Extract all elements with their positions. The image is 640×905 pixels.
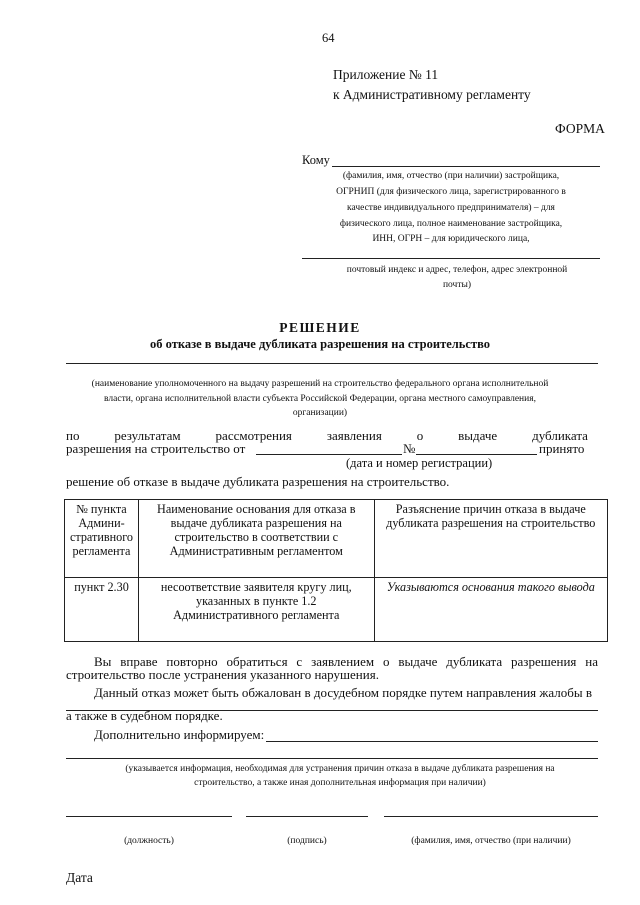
position-input-line[interactable] <box>66 816 232 817</box>
permit-date-input[interactable] <box>256 454 402 455</box>
body-word: заявления <box>326 428 382 443</box>
recipient-hint-2: ОГРНИП (для физического лица, зарегистрированного в <box>336 187 566 197</box>
body-word: дубликата <box>532 428 588 443</box>
page-number: 64 <box>322 31 335 45</box>
form-label: ФОРМА <box>555 121 605 136</box>
header-point: № пункта Админи-стративного регламента <box>65 500 139 578</box>
authority-hint-1: (наименование уполномоченного на выдачу разрешений на строительство федерального органа исполнительной <box>91 379 549 389</box>
additional-info-input-2[interactable] <box>66 758 598 759</box>
date-label: Дата <box>66 870 93 885</box>
recipient-hint-4: физического лица, полное наименование застройщика, <box>339 219 563 229</box>
signature-input-line[interactable] <box>246 816 368 817</box>
permit-date-prefix: разрешения на строительство от <box>66 441 246 456</box>
additional-hint-2: строительство, а также иная дополнительная информация при наличии) <box>194 778 486 788</box>
appendix-title: Приложение № 11 <box>333 67 439 82</box>
recipient-label: Кому <box>302 153 330 167</box>
cell-reason: несоответствие заявителя кругу лиц, указанных в пункте 1.2 Административного регламента <box>138 578 374 642</box>
reapply-paragraph-line-2: строительство после устранения указанного нарушения. <box>66 667 379 682</box>
header-explanation: Разъяснение причин отказа в выдаче дубликата разрешения на строительство <box>374 500 607 578</box>
fullname-label: (фамилия, имя, отчество (при наличии) <box>411 836 571 846</box>
cell-point: пункт 2.30 <box>65 578 139 642</box>
table-row <box>65 578 608 642</box>
additional-hint-1: (указывается информация, необходимая для устранения причин отказа в выдаче дубликата разрешения на <box>125 764 555 774</box>
recipient-hint-5: ИНН, ОГРН – для юридического лица, <box>372 234 530 244</box>
header-reason: Наименование основания для отказа в выдаче дубликата разрешения на строительство в соответствии с Административным регламентом <box>138 500 374 578</box>
address-hint-1: почтовый индекс и адрес, телефон, адрес электронной <box>346 265 568 275</box>
accepted-word: принято <box>539 441 585 456</box>
permit-number-input[interactable] <box>416 454 537 455</box>
additional-info-label: Дополнительно информируем: <box>94 727 265 742</box>
authority-hint-2: власти, органа исполнительной власти субъекта Российской Федерации, органа местного самоуправления, <box>104 394 536 404</box>
signature-label: (подпись) <box>287 836 327 846</box>
reapply-paragraph-line-1: Вы вправе повторно обратиться с заявлением о выдаче дубликата разрешения на <box>94 654 598 669</box>
permit-number-label: № <box>403 441 416 456</box>
recipient-input-line[interactable] <box>332 166 600 167</box>
appendix-subtitle: к Административному регламенту <box>333 87 531 102</box>
appeal-paragraph-line-2: а также в судебном порядке. <box>66 708 223 723</box>
authority-hint-3: организации) <box>292 408 348 418</box>
body-word: по <box>66 428 80 443</box>
fullname-input-line[interactable] <box>384 816 598 817</box>
recipient-address-line[interactable] <box>302 258 600 259</box>
body-word: рассмотрения <box>215 428 292 443</box>
additional-info-input[interactable] <box>266 741 598 742</box>
document-subtitle: об отказе в выдаче дубликата разрешения на строительство <box>149 337 490 351</box>
appeal-paragraph-line-1: Данный отказ может быть обжалован в досудебном порядке путем направления жалобы в <box>94 685 592 700</box>
position-label: (должность) <box>124 836 174 846</box>
cell-explanation: Указываются основания такого вывода <box>374 578 607 642</box>
address-hint-2: почты) <box>442 280 472 290</box>
recipient-hint-3: качестве индивидуального предпринимателя) – для <box>347 203 555 213</box>
body-word: выдаче <box>458 428 498 443</box>
body-word: о <box>416 428 424 443</box>
authority-input-line[interactable] <box>66 363 598 364</box>
date-hint: (дата и номер регистрации) <box>346 456 493 470</box>
table-header-row <box>65 500 608 578</box>
decision-line: решение об отказе в выдаче дубликата разрешения на строительство. <box>66 474 450 489</box>
body-word: результатам <box>114 428 181 443</box>
refusal-reasons-table <box>64 499 608 642</box>
recipient-hint-1: (фамилия, имя, отчество (при наличии) застройщика, <box>342 171 560 181</box>
document-title: РЕШЕНИЕ <box>279 320 361 335</box>
